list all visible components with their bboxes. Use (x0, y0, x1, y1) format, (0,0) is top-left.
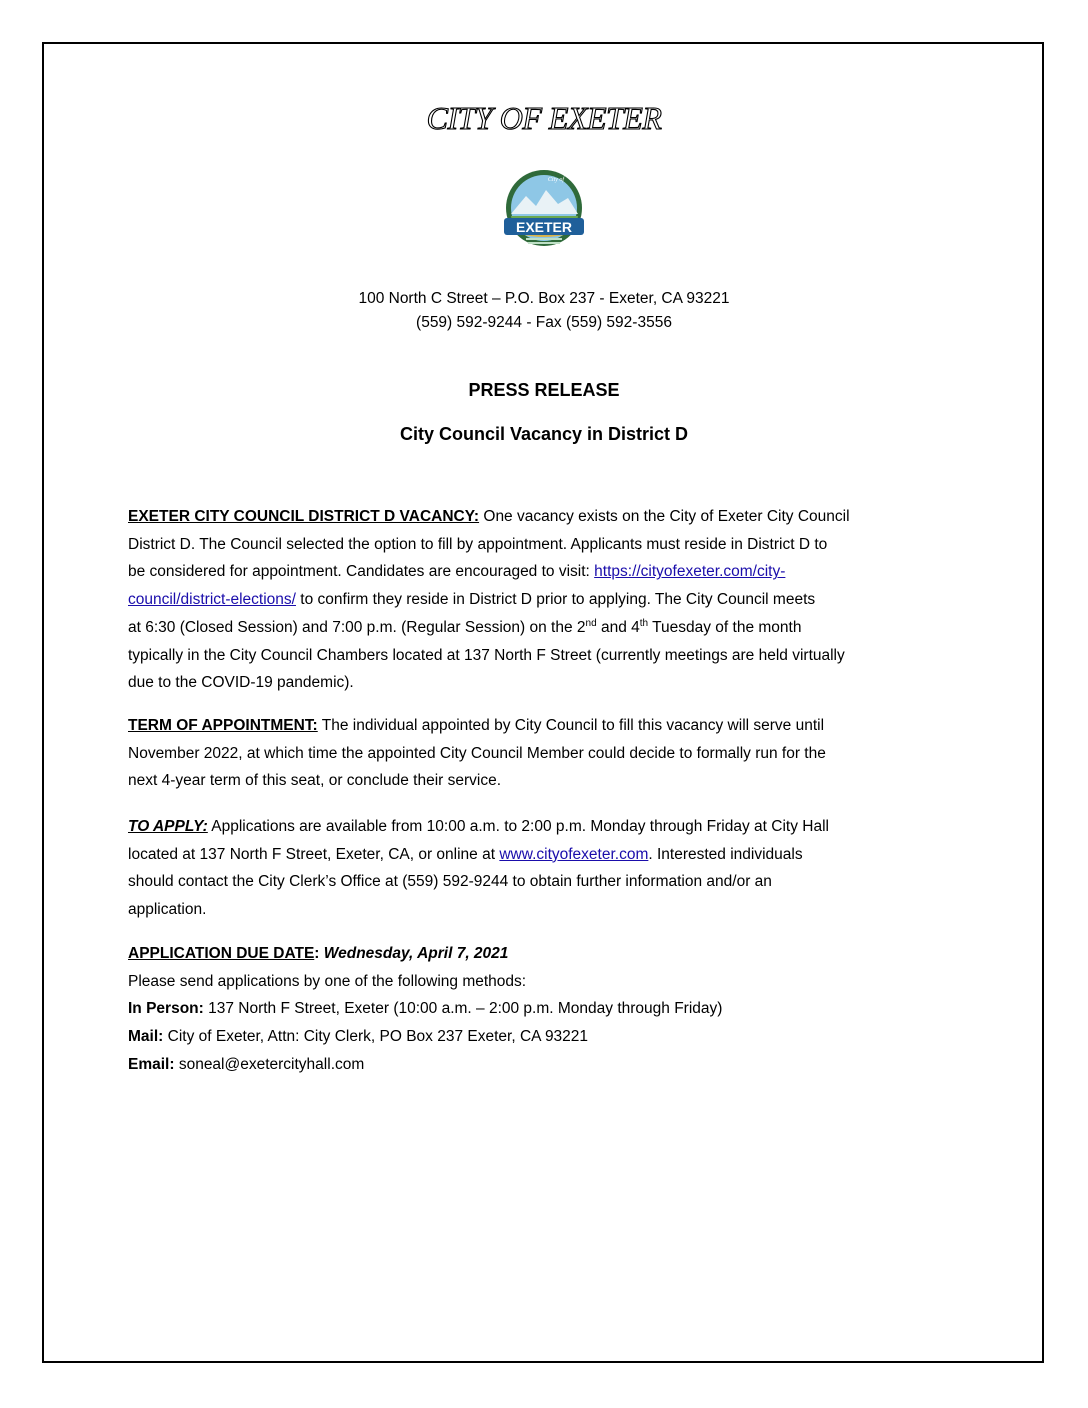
term-label: TERM OF APPOINTMENT: (128, 717, 318, 734)
term-text: next 4-year term of this seat, or conclude their service. (128, 772, 502, 790)
district-elections-link[interactable]: council/district-elections/ (128, 591, 296, 609)
apply-text: application. (128, 901, 207, 919)
vacancy-text: typically in the City Council Chambers located at 137 North F Street (currently meetings are held virtually (128, 646, 845, 664)
due-date-colon: : (314, 945, 324, 962)
address-line: 100 North C Street – P.O. Box 237 - Exeter, CA 93221 (358, 290, 730, 307)
apply-text: should contact the City Clerk’s Office at (559) 592-9244 to obtain further information and/or an (128, 873, 772, 891)
apply-label: TO APPLY: (128, 818, 208, 835)
vacancy-text: and 4 (596, 618, 640, 636)
vacancy-paragraph (128, 503, 968, 697)
vacancy-text: to confirm they reside in District D prior to applying. The City Council meets (295, 591, 816, 609)
term-paragraph (128, 712, 968, 795)
city-logo (498, 168, 590, 250)
mail-label: Mail: (128, 1028, 164, 1046)
due-date-value: Wednesday, April 7, 2021 (323, 945, 509, 962)
vacancy-text: at 6:30 (Closed Session) and 7:00 p.m. (Regular Session) on the 2 (128, 618, 586, 636)
mail-value: City of Exeter, Attn: City Clerk, PO Box 237 Exeter, CA 93221 (163, 1028, 589, 1046)
vacancy-text: be considered for appointment. Candidates are encouraged to visit: (128, 563, 595, 581)
vacancy-text: District D. The Council selected the option to fill by appointment. Applicants must reside in District D to (128, 535, 828, 553)
vacancy-label: EXETER CITY COUNCIL DISTRICT D VACANCY: (128, 508, 480, 525)
city-website-link[interactable]: www.cityofexeter.com (499, 845, 649, 863)
district-elections-link[interactable]: https://cityofexeter.com/city- (594, 563, 786, 581)
vacancy-text: Tuesday of the month (648, 618, 802, 636)
methods-intro: Please send applications by one of the following methods: (128, 972, 527, 990)
phone-fax-line: (559) 592-9244 - Fax (559) 592-3556 (416, 314, 672, 331)
logo-text-top: City of (547, 177, 565, 183)
due-date-label: APPLICATION DUE DATE (128, 945, 315, 962)
term-text: The individual appointed by City Council to fill this vacancy will serve until (317, 717, 825, 734)
page-title: CITY OF EXETER (426, 100, 662, 136)
vacancy-text: due to the COVID-19 pandemic). (128, 674, 354, 692)
vacancy-text: One vacancy exists on the City of Exeter City Council (479, 508, 850, 525)
apply-text: . Interested individuals (648, 845, 803, 863)
apply-paragraph (128, 813, 968, 924)
email-value: soneal@exetercityhall.com (174, 1055, 365, 1073)
ordinal-suffix: nd (585, 617, 597, 629)
term-text: November 2022, at which time the appointed City Council Member could decide to formally run for the (128, 744, 826, 762)
logo-text-main: EXETER (515, 219, 573, 235)
document-subtitle: City Council Vacancy in District D (399, 424, 689, 444)
in-person-value: 137 North F Street, Exeter (10:00 a.m. – 2:00 p.m. Monday through Friday) (203, 1000, 723, 1018)
apply-text: located at 137 North F Street, Exeter, CA, or online at (128, 845, 500, 863)
press-release-heading: PRESS RELEASE (468, 380, 620, 400)
in-person-label: In Person: (128, 1000, 204, 1018)
email-label: Email: (128, 1055, 175, 1073)
ordinal-suffix: th (639, 617, 649, 629)
due-date-section (128, 940, 968, 1079)
apply-text: Applications are available from 10:00 a.m. to 2:00 p.m. Monday through Friday at City Hall (207, 818, 829, 835)
